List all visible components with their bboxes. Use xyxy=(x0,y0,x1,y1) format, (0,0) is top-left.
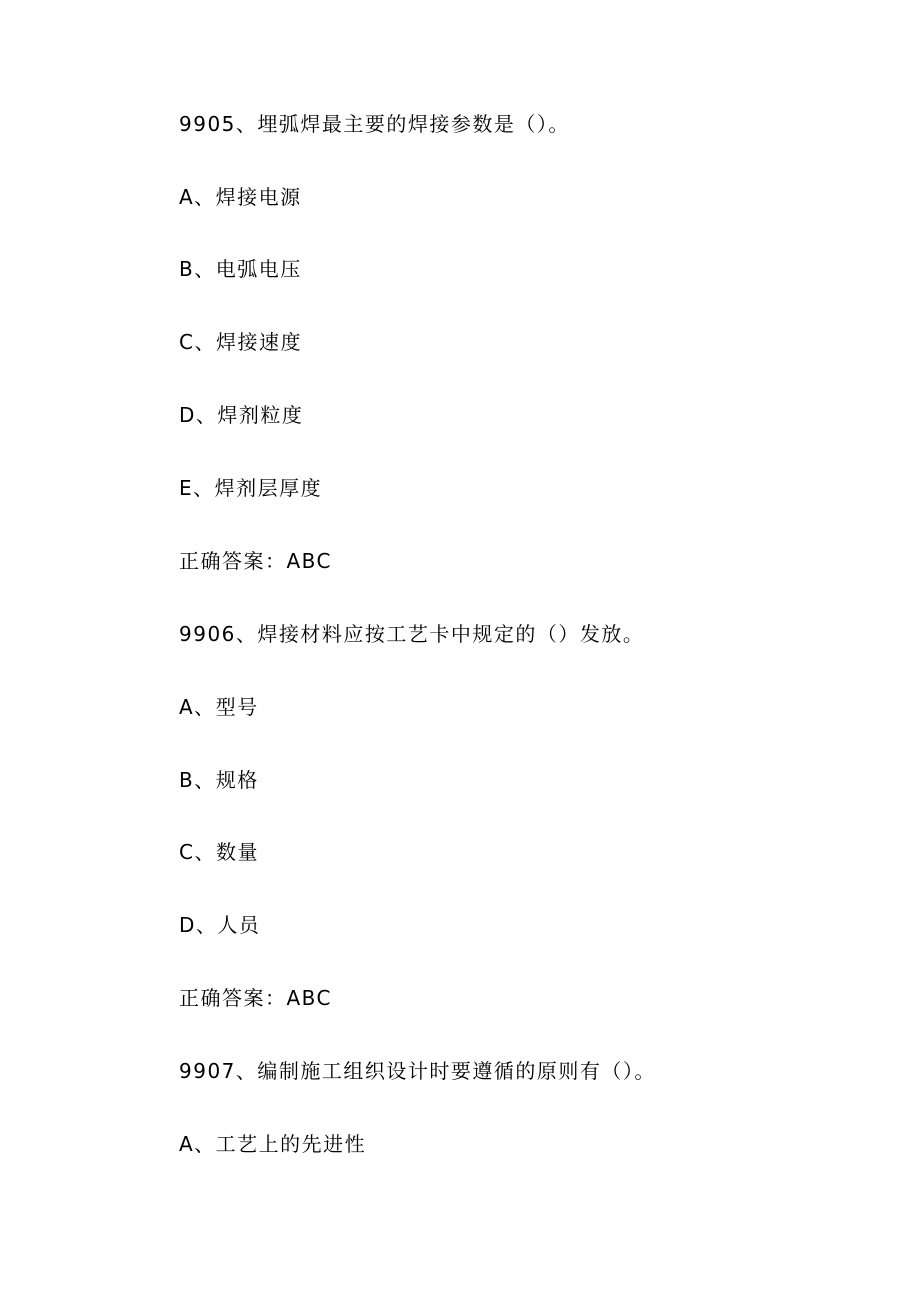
correct-answer: 正确答案：ABC xyxy=(179,986,333,1010)
question-stem: 9907、编制施工组织设计时要遵循的原则有（）。 xyxy=(179,1059,656,1083)
option-e: E、焊剂层厚度 xyxy=(179,476,323,500)
option-b: B、规格 xyxy=(179,768,259,792)
correct-answer: 正确答案：ABC xyxy=(179,549,333,573)
option-d: D、焊剂粒度 xyxy=(179,403,304,427)
question-stem: 9905、埋弧焊最主要的焊接参数是（）。 xyxy=(179,112,570,136)
option-b: B、电弧电压 xyxy=(179,257,302,281)
option-c: C、焊接速度 xyxy=(179,330,302,354)
option-c: C、数量 xyxy=(179,840,259,864)
option-a: A、工艺上的先进性 xyxy=(179,1132,367,1156)
option-d: D、人员 xyxy=(179,913,261,937)
question-stem: 9906、焊接材料应按工艺卡中规定的（）发放。 xyxy=(179,622,645,646)
option-a: A、型号 xyxy=(179,695,259,719)
option-a: A、焊接电源 xyxy=(179,185,302,209)
